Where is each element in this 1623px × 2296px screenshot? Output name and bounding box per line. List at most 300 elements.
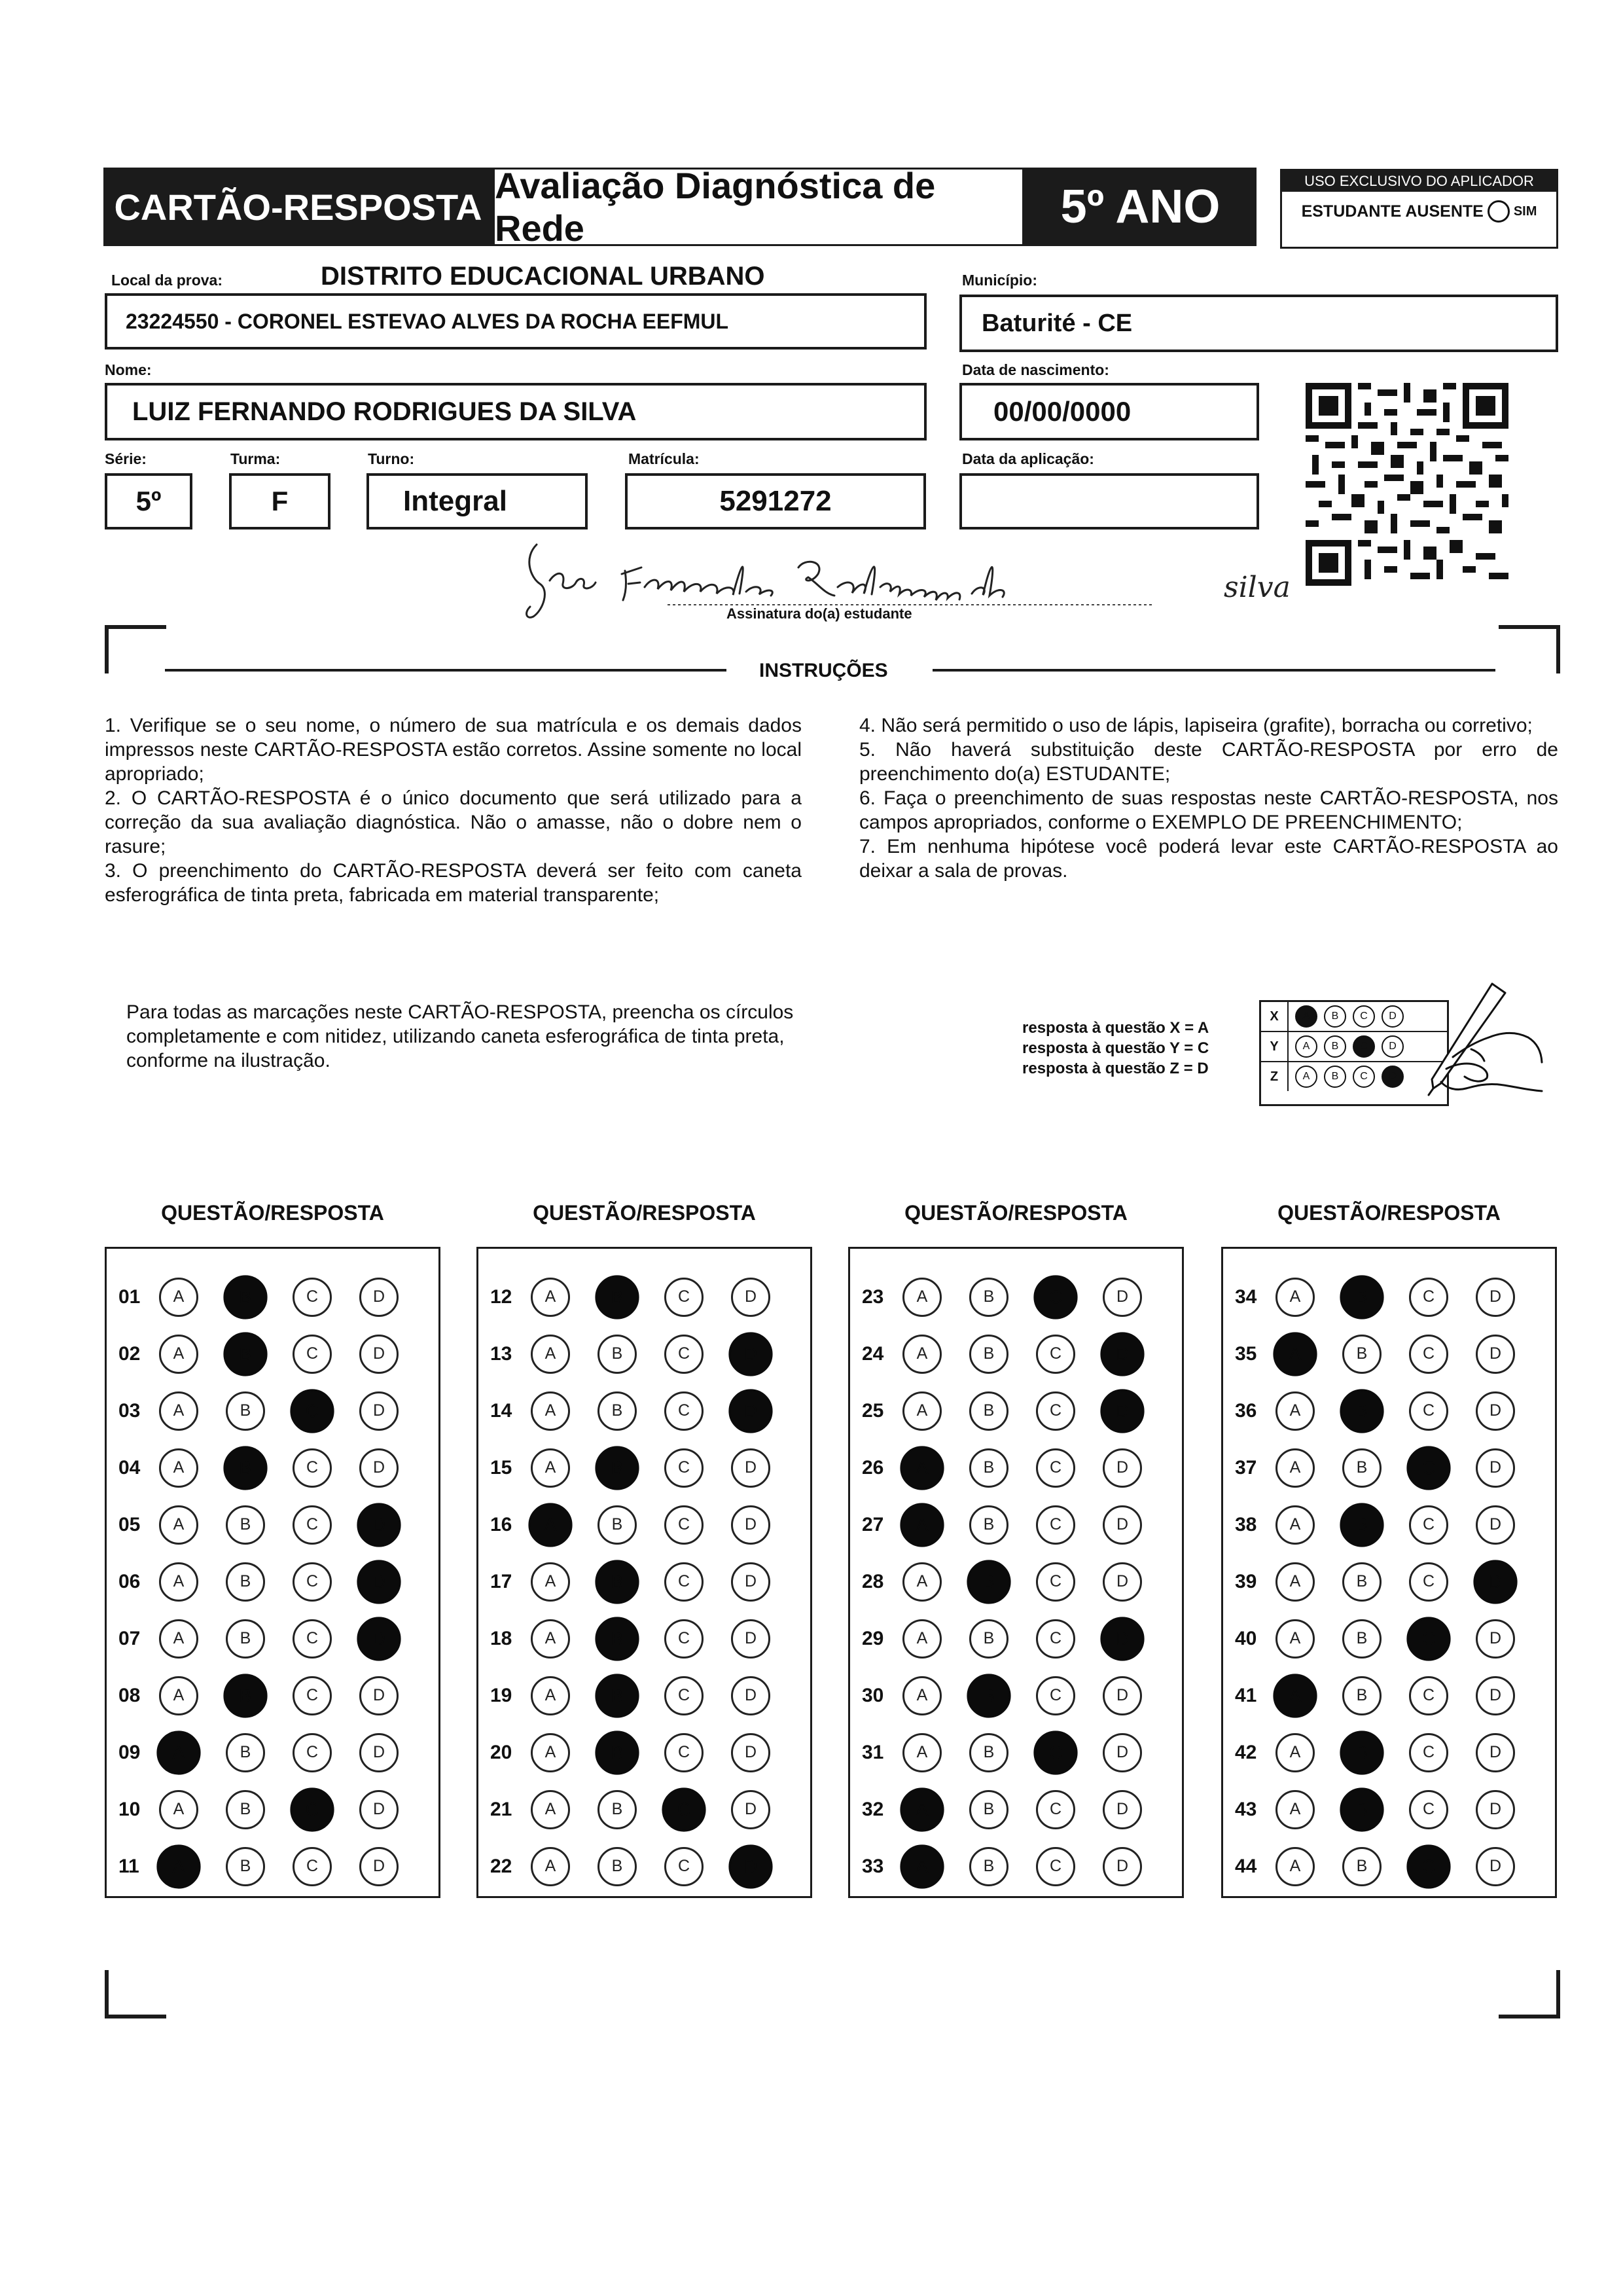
question-number: 03: [118, 1399, 141, 1422]
bubble-d[interactable]: D: [1103, 1505, 1142, 1545]
bubble-b-filled[interactable]: B: [223, 1674, 267, 1717]
bubble-d[interactable]: D: [1103, 1733, 1142, 1772]
bubble-a[interactable]: A: [159, 1790, 198, 1829]
answer-row: [478, 1439, 798, 1496]
answer-row: [1223, 1439, 1543, 1496]
bubble-d[interactable]: D: [731, 1733, 770, 1772]
bubble-d[interactable]: D: [731, 1562, 770, 1602]
bubble-c[interactable]: C: [293, 1562, 332, 1602]
question-number: 44: [1235, 1855, 1257, 1877]
bubble-a[interactable]: A: [902, 1335, 942, 1374]
question-number: 38: [1235, 1513, 1257, 1535]
bubble-d[interactable]: D: [1103, 1448, 1142, 1488]
aplicacao-label: Data da aplicação:: [962, 450, 1094, 467]
bubble-d[interactable]: D: [359, 1676, 399, 1715]
bubble-d-filled[interactable]: D: [1100, 1389, 1144, 1433]
bubble-c[interactable]: C: [1036, 1391, 1075, 1431]
question-number: 13: [490, 1342, 512, 1365]
instruction-1: 1. Verifique se o seu nome, o número de sua matrícula e os demais dados impressos neste CARTÃO-RESPOSTA estão corretos. Assine somente no local apropriado;: [105, 715, 802, 785]
bubble-d-filled[interactable]: D: [1473, 1560, 1517, 1604]
bubble-c[interactable]: C: [664, 1847, 704, 1886]
answer-row: [1223, 1496, 1543, 1553]
bubble-b[interactable]: B: [226, 1562, 265, 1602]
bubble-b[interactable]: B: [226, 1847, 265, 1886]
bubble-d[interactable]: D: [359, 1847, 399, 1886]
bubble-d[interactable]: D: [359, 1391, 399, 1431]
bubble-d[interactable]: D: [731, 1505, 770, 1545]
instruction-4: 4. Não será permitido o uso de lápis, lapiseira (grafite), borracha ou corretivo;: [859, 715, 1533, 736]
answer-column-title: QUESTÃO/RESPOSTA: [904, 1201, 1128, 1225]
school-field: 23224550 - CORONEL ESTEVAO ALVES DA ROCHA EEFMUL: [105, 293, 927, 350]
bubble-c-filled[interactable]: C: [1033, 1275, 1077, 1319]
bubble-c[interactable]: C: [1036, 1562, 1075, 1602]
turma-label: Turma:: [230, 450, 281, 467]
turma-field: F: [229, 473, 330, 529]
bubble-b[interactable]: B: [1342, 1619, 1382, 1659]
bubble-b[interactable]: B: [597, 1335, 637, 1374]
bubble-a[interactable]: A: [1275, 1278, 1315, 1317]
bubble-d[interactable]: D: [359, 1335, 399, 1374]
bubble-b[interactable]: B: [969, 1448, 1008, 1488]
bubble-d[interactable]: D: [1476, 1733, 1515, 1772]
signature-label: Assinatura do(a) estudante: [726, 605, 912, 622]
bubble-d[interactable]: D: [1103, 1278, 1142, 1317]
absent-checkbox[interactable]: [1488, 200, 1510, 223]
bubble-b-filled[interactable]: B: [1340, 1787, 1383, 1831]
question-number: 06: [118, 1570, 141, 1592]
bubble-a[interactable]: A: [902, 1391, 942, 1431]
bubble-b[interactable]: B: [226, 1619, 265, 1659]
bubble-d[interactable]: D: [1103, 1676, 1142, 1715]
question-number: 35: [1235, 1342, 1257, 1365]
bubble-d[interactable]: D: [731, 1619, 770, 1659]
bubble-b[interactable]: B: [969, 1733, 1008, 1772]
question-number: 41: [1235, 1684, 1257, 1706]
answer-row: [1223, 1724, 1543, 1781]
bubble-c[interactable]: C: [664, 1505, 704, 1545]
bubble-a[interactable]: A: [531, 1335, 570, 1374]
bubble-c[interactable]: C: [1409, 1790, 1448, 1829]
bubble-c[interactable]: C: [664, 1448, 704, 1488]
question-number: 34: [1235, 1285, 1257, 1308]
bubble-c[interactable]: C: [664, 1676, 704, 1715]
answer-row: [478, 1610, 798, 1667]
bubble-a-filled[interactable]: A: [156, 1731, 200, 1774]
bubble-b[interactable]: B: [1342, 1448, 1382, 1488]
answer-row: [850, 1667, 1169, 1724]
bubble-a[interactable]: A: [531, 1391, 570, 1431]
answer-column-title: QUESTÃO/RESPOSTA: [161, 1201, 384, 1225]
question-number: 12: [490, 1285, 512, 1308]
bubble-a[interactable]: A: [1275, 1448, 1315, 1488]
instruction-3: 3. O preenchimento do CARTÃO-RESPOSTA deverá ser feito com caneta esferográfica de tinta preta, fabricada em material transparente;: [105, 860, 802, 906]
bubble-c[interactable]: C: [664, 1562, 704, 1602]
instructions-rule-right: [933, 669, 1495, 672]
bubble-d-filled[interactable]: D: [728, 1844, 772, 1888]
bubble-b-filled[interactable]: B: [967, 1560, 1010, 1604]
bubble-d[interactable]: D: [731, 1278, 770, 1317]
bubble-a[interactable]: A: [531, 1847, 570, 1886]
question-number: 31: [862, 1741, 884, 1763]
district-name: DISTRITO EDUCACIONAL URBANO: [321, 262, 765, 291]
bubble-d[interactable]: D: [1476, 1448, 1515, 1488]
bubble-a-filled[interactable]: A: [900, 1446, 944, 1490]
bubble-a[interactable]: A: [159, 1448, 198, 1488]
bubble-a[interactable]: A: [159, 1619, 198, 1659]
answer-row: [1223, 1268, 1543, 1325]
bubble-c[interactable]: C: [1036, 1847, 1075, 1886]
bubble-b[interactable]: B: [226, 1790, 265, 1829]
bubble-b-filled[interactable]: B: [595, 1560, 639, 1604]
bubble-b-filled[interactable]: B: [223, 1275, 267, 1319]
bubble-b-filled[interactable]: B: [223, 1446, 267, 1490]
bubble-d-filled[interactable]: D: [357, 1503, 401, 1547]
answer-row: [478, 1781, 798, 1838]
bubble-c[interactable]: C: [293, 1733, 332, 1772]
bubble-c[interactable]: C: [293, 1505, 332, 1545]
bubble-c[interactable]: C: [293, 1278, 332, 1317]
question-number: 11: [118, 1855, 139, 1877]
example-bubble-b: B: [1324, 1035, 1346, 1058]
bubble-d-filled[interactable]: D: [728, 1332, 772, 1376]
example-bubble-a-filled: A: [1295, 1005, 1317, 1028]
bubble-d-filled[interactable]: D: [1100, 1332, 1144, 1376]
bubble-a[interactable]: A: [531, 1619, 570, 1659]
answer-row: [478, 1667, 798, 1724]
bubble-c[interactable]: C: [1409, 1676, 1448, 1715]
bubble-b[interactable]: B: [597, 1391, 637, 1431]
bubble-b-filled[interactable]: B: [967, 1674, 1010, 1717]
bubble-d[interactable]: D: [731, 1790, 770, 1829]
bubble-b[interactable]: B: [969, 1278, 1008, 1317]
example-legend-x: resposta à questão X = A: [1022, 1019, 1209, 1037]
turno-label: Turno:: [368, 450, 415, 467]
question-number: 04: [118, 1456, 141, 1479]
answer-row: [850, 1553, 1169, 1610]
bubble-b[interactable]: B: [597, 1847, 637, 1886]
bubble-a[interactable]: A: [531, 1278, 570, 1317]
example-row-label: Z: [1261, 1062, 1289, 1091]
bubble-a[interactable]: A: [1275, 1733, 1315, 1772]
bubble-c[interactable]: C: [664, 1391, 704, 1431]
answer-row: [478, 1325, 798, 1382]
example-bubble-a: A: [1295, 1035, 1317, 1058]
bubble-a-filled[interactable]: A: [900, 1787, 944, 1831]
question-number: 20: [490, 1741, 512, 1763]
answer-panel: [848, 1247, 1184, 1898]
bubble-c[interactable]: C: [1036, 1790, 1075, 1829]
bubble-c[interactable]: C: [293, 1448, 332, 1488]
bubble-d[interactable]: D: [731, 1448, 770, 1488]
bubble-b-filled[interactable]: B: [595, 1674, 639, 1717]
bubble-b[interactable]: B: [1342, 1847, 1382, 1886]
answer-row: [478, 1553, 798, 1610]
example-bubble-c: C: [1353, 1005, 1375, 1028]
bubble-b[interactable]: B: [226, 1505, 265, 1545]
bubble-c[interactable]: C: [1036, 1676, 1075, 1715]
bubble-d-filled[interactable]: D: [1100, 1617, 1144, 1660]
bubble-b-filled[interactable]: B: [1340, 1275, 1383, 1319]
bubble-a[interactable]: A: [159, 1278, 198, 1317]
question-number: 08: [118, 1684, 141, 1706]
bubble-d[interactable]: D: [359, 1790, 399, 1829]
answer-row: [107, 1553, 426, 1610]
bubble-c[interactable]: C: [1409, 1733, 1448, 1772]
bubble-c[interactable]: C: [664, 1278, 704, 1317]
question-number: 15: [490, 1456, 512, 1479]
bubble-b-filled[interactable]: B: [1340, 1731, 1383, 1774]
bubble-a[interactable]: A: [1275, 1790, 1315, 1829]
bubble-a[interactable]: A: [159, 1391, 198, 1431]
bubble-d[interactable]: D: [1103, 1562, 1142, 1602]
bubble-a[interactable]: A: [531, 1562, 570, 1602]
bubble-c[interactable]: C: [293, 1676, 332, 1715]
answer-row: [478, 1838, 798, 1895]
bubble-b[interactable]: B: [1342, 1562, 1382, 1602]
local-label: Local da prova:: [111, 272, 223, 289]
bubble-b-filled[interactable]: B: [595, 1446, 639, 1490]
bubble-b-filled[interactable]: B: [595, 1617, 639, 1660]
bubble-c[interactable]: C: [293, 1619, 332, 1659]
bubble-b[interactable]: B: [969, 1505, 1008, 1545]
question-number: 42: [1235, 1741, 1257, 1763]
bubble-a-filled[interactable]: A: [1273, 1674, 1317, 1717]
bubble-c-filled[interactable]: C: [1406, 1617, 1450, 1660]
answer-row: [850, 1838, 1169, 1895]
example-bubble-d: D: [1382, 1005, 1404, 1028]
bubble-d[interactable]: D: [1476, 1619, 1515, 1659]
question-number: 33: [862, 1855, 884, 1877]
bubble-c[interactable]: C: [1036, 1335, 1075, 1374]
question-number: 37: [1235, 1456, 1257, 1479]
bubble-a-filled[interactable]: A: [528, 1503, 572, 1547]
corner-mark-bottom-left: [105, 1970, 166, 2018]
question-number: 28: [862, 1570, 884, 1592]
answer-row: [1223, 1610, 1543, 1667]
instruction-5: 5. Não haverá substituição deste CARTÃO-RESPOSTA por erro de preenchimento do(a) ESTUDANTE;: [859, 739, 1558, 785]
bubble-b[interactable]: B: [969, 1619, 1008, 1659]
bubble-c[interactable]: C: [1409, 1562, 1448, 1602]
bubble-c[interactable]: C: [1409, 1335, 1448, 1374]
answer-row: [850, 1382, 1169, 1439]
nascimento-label: Data de nascimento:: [962, 361, 1109, 378]
question-number: 36: [1235, 1399, 1257, 1422]
bubble-c[interactable]: C: [1409, 1278, 1448, 1317]
bubble-d[interactable]: D: [1476, 1505, 1515, 1545]
question-number: 17: [490, 1570, 512, 1592]
example-row-label: X: [1261, 1002, 1289, 1031]
bubble-a[interactable]: A: [531, 1790, 570, 1829]
bubble-c[interactable]: C: [664, 1619, 704, 1659]
bubble-a[interactable]: A: [159, 1562, 198, 1602]
bubble-b[interactable]: B: [597, 1790, 637, 1829]
question-number: 30: [862, 1684, 884, 1706]
bubble-b[interactable]: B: [969, 1790, 1008, 1829]
nome-field: LUIZ FERNANDO RODRIGUES DA SILVA: [105, 383, 927, 440]
bubble-d-filled[interactable]: D: [357, 1617, 401, 1660]
question-number: 16: [490, 1513, 512, 1535]
answer-row: [107, 1382, 426, 1439]
bubble-a[interactable]: A: [159, 1505, 198, 1545]
bubble-a[interactable]: A: [1275, 1505, 1315, 1545]
bubble-d[interactable]: D: [1103, 1790, 1142, 1829]
example-bubble-b: B: [1324, 1005, 1346, 1028]
bubble-a[interactable]: A: [1275, 1562, 1315, 1602]
bubble-a[interactable]: A: [159, 1676, 198, 1715]
bubble-d-filled[interactable]: D: [728, 1389, 772, 1433]
question-number: 32: [862, 1798, 884, 1820]
bubble-a[interactable]: A: [902, 1676, 942, 1715]
example-bubble-d-filled: D: [1382, 1066, 1404, 1088]
bubble-c-filled[interactable]: C: [1033, 1731, 1077, 1774]
municipio-label: Município:: [962, 272, 1037, 289]
bubble-a-filled[interactable]: A: [156, 1844, 200, 1888]
bubble-b[interactable]: B: [226, 1733, 265, 1772]
answer-row: [107, 1496, 426, 1553]
nascimento-field: 00/00/0000: [959, 383, 1259, 440]
bubble-c[interactable]: C: [1036, 1448, 1075, 1488]
bubble-a[interactable]: A: [159, 1335, 198, 1374]
bubble-b-filled[interactable]: B: [1340, 1389, 1383, 1433]
bubble-d[interactable]: D: [1476, 1391, 1515, 1431]
bubble-b[interactable]: B: [597, 1505, 637, 1545]
bubble-b-filled[interactable]: B: [1340, 1503, 1383, 1547]
bubble-a[interactable]: A: [1275, 1391, 1315, 1431]
bubble-a-filled[interactable]: A: [1273, 1332, 1317, 1376]
serie-label: Série:: [105, 450, 147, 467]
instruction-6: 6. Faça o preenchimento de suas respostas neste CARTÃO-RESPOSTA, nos campos apropriados, conforme o EXEMPLO DE PREENCHIMENTO;: [859, 787, 1558, 833]
answer-row: [850, 1724, 1169, 1781]
example-bubble-a: A: [1295, 1066, 1317, 1088]
bubble-a[interactable]: A: [902, 1562, 942, 1602]
bubble-a[interactable]: A: [531, 1448, 570, 1488]
exam-title: Avaliação Diagnóstica de Rede: [493, 168, 1024, 246]
question-number: 24: [862, 1342, 884, 1365]
example-text: Para todas as marcações neste CARTÃO-RESPOSTA, preencha os círculos completamente e com nitidez, utilizando caneta esferográfica de tinta preta, conforme na ilustração.: [126, 1001, 794, 1071]
answer-row: [107, 1610, 426, 1667]
bubble-d[interactable]: D: [1103, 1847, 1142, 1886]
bubble-c[interactable]: C: [1036, 1619, 1075, 1659]
bubble-b[interactable]: B: [1342, 1335, 1382, 1374]
answer-row: [478, 1382, 798, 1439]
qr-code: [1306, 383, 1508, 586]
bubble-c-filled[interactable]: C: [290, 1389, 334, 1433]
answer-panel: [105, 1247, 440, 1898]
bubble-a-filled[interactable]: A: [900, 1844, 944, 1888]
bubble-b-filled[interactable]: B: [223, 1332, 267, 1376]
answer-row: [107, 1781, 426, 1838]
answer-row: [1223, 1838, 1543, 1895]
answer-row: [850, 1268, 1169, 1325]
card-title: CARTÃO-RESPOSTA: [103, 168, 493, 246]
bubble-c[interactable]: C: [1409, 1505, 1448, 1545]
bubble-d[interactable]: D: [1476, 1335, 1515, 1374]
bubble-c-filled[interactable]: C: [662, 1787, 705, 1831]
answer-row: [1223, 1781, 1543, 1838]
answer-row: [107, 1268, 426, 1325]
bubble-a[interactable]: A: [902, 1278, 942, 1317]
answer-row: [850, 1496, 1169, 1553]
bubble-d[interactable]: D: [359, 1278, 399, 1317]
bubble-a-filled[interactable]: A: [900, 1503, 944, 1547]
bubble-d-filled[interactable]: D: [357, 1560, 401, 1604]
example-bubble-d: D: [1382, 1035, 1404, 1058]
bubble-b-filled[interactable]: B: [595, 1731, 639, 1774]
bubble-d[interactable]: D: [359, 1448, 399, 1488]
bubble-a[interactable]: A: [902, 1733, 942, 1772]
question-number: 10: [118, 1798, 141, 1820]
bubble-d[interactable]: D: [1476, 1676, 1515, 1715]
answer-panel: [1221, 1247, 1557, 1898]
question-number: 26: [862, 1456, 884, 1479]
bubble-c[interactable]: C: [1036, 1505, 1075, 1545]
bubble-d[interactable]: D: [731, 1676, 770, 1715]
question-number: 23: [862, 1285, 884, 1308]
example-bubble-c-filled: C: [1353, 1035, 1375, 1058]
instruction-7: 7. Em nenhuma hipótese você poderá levar este CARTÃO-RESPOSTA ao deixar a sala de provas.: [859, 836, 1558, 882]
question-number: 01: [118, 1285, 141, 1308]
instructions-rule-left: [165, 669, 726, 672]
answer-row: [1223, 1667, 1543, 1724]
bubble-c[interactable]: C: [293, 1335, 332, 1374]
question-number: 09: [118, 1741, 141, 1763]
answer-row: [107, 1724, 426, 1781]
bubble-c-filled[interactable]: C: [1406, 1844, 1450, 1888]
question-number: 05: [118, 1513, 141, 1535]
question-number: 22: [490, 1855, 512, 1877]
absent-option: SIM: [1513, 204, 1537, 219]
example-legend-z: resposta à questão Z = D: [1022, 1060, 1209, 1077]
bubble-d[interactable]: D: [1476, 1847, 1515, 1886]
bubble-b[interactable]: B: [969, 1391, 1008, 1431]
bubble-c-filled[interactable]: C: [1406, 1446, 1450, 1490]
question-number: 40: [1235, 1627, 1257, 1649]
bubble-a[interactable]: A: [531, 1676, 570, 1715]
answer-row: [478, 1268, 798, 1325]
aplicacao-field[interactable]: [959, 473, 1259, 529]
question-number: 39: [1235, 1570, 1257, 1592]
bubble-a[interactable]: A: [902, 1619, 942, 1659]
bubble-d[interactable]: D: [359, 1733, 399, 1772]
bubble-c[interactable]: C: [293, 1847, 332, 1886]
example-row-label: Y: [1261, 1032, 1289, 1061]
bubble-b[interactable]: B: [969, 1847, 1008, 1886]
bubble-b[interactable]: B: [226, 1391, 265, 1431]
question-number: 25: [862, 1399, 884, 1422]
question-number: 07: [118, 1627, 141, 1649]
corner-mark-top-left: [105, 625, 166, 673]
answer-row: [478, 1496, 798, 1553]
bubble-c-filled[interactable]: C: [290, 1787, 334, 1831]
bubble-b-filled[interactable]: B: [595, 1275, 639, 1319]
bubble-d[interactable]: D: [1476, 1278, 1515, 1317]
bubble-a[interactable]: A: [531, 1733, 570, 1772]
bubble-c[interactable]: C: [1409, 1391, 1448, 1431]
answer-row: [850, 1325, 1169, 1382]
bubble-c[interactable]: C: [664, 1733, 704, 1772]
bubble-b[interactable]: B: [969, 1335, 1008, 1374]
answer-row: [107, 1439, 426, 1496]
bubble-b[interactable]: B: [1342, 1676, 1382, 1715]
answer-column-title: QUESTÃO/RESPOSTA: [1277, 1201, 1501, 1225]
applicator-box-title: USO EXCLUSIVO DO APLICADOR: [1282, 171, 1556, 192]
bubble-d[interactable]: D: [1476, 1790, 1515, 1829]
bubble-a[interactable]: A: [1275, 1847, 1315, 1886]
bubble-a[interactable]: A: [1275, 1619, 1315, 1659]
instructions-right-column: [859, 713, 1558, 883]
bubble-c[interactable]: C: [664, 1335, 704, 1374]
answer-row: [850, 1439, 1169, 1496]
